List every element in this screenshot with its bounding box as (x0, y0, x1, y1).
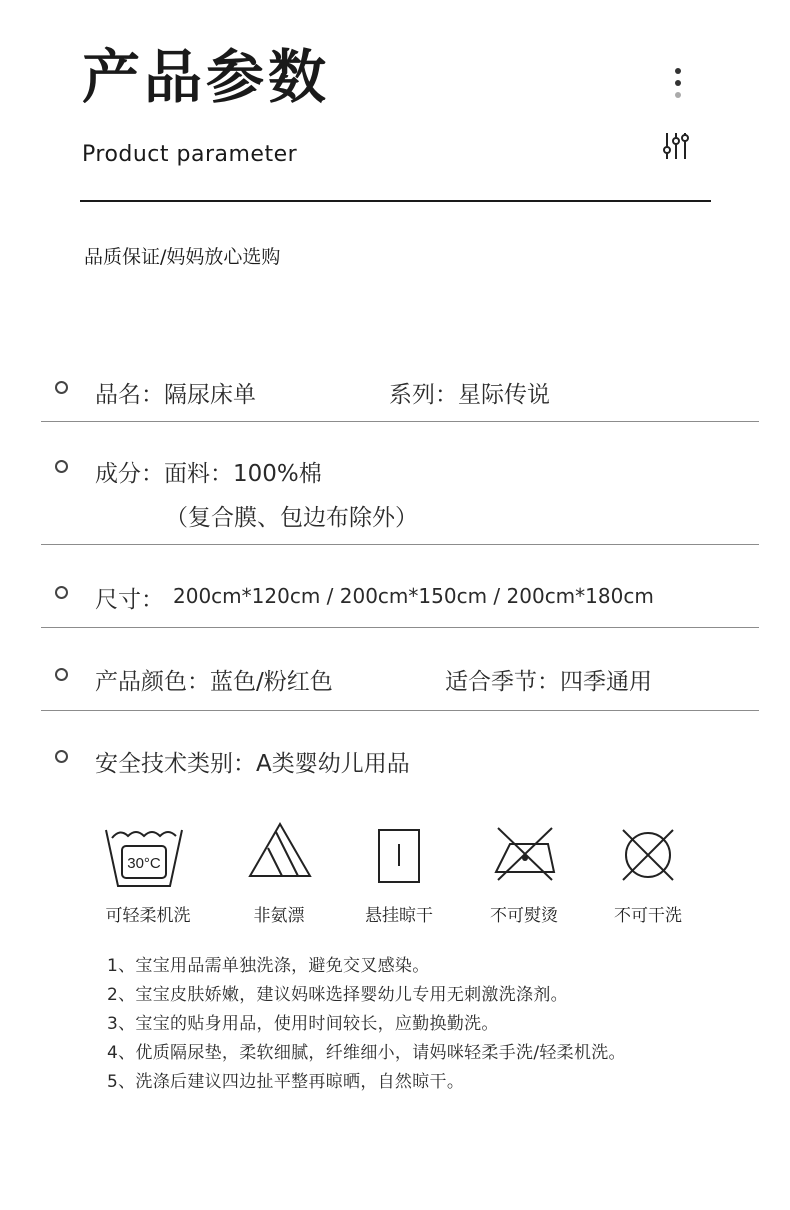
care-label-no-dry-clean: 不可干洗 (614, 906, 682, 926)
composition: 成分：面料：100%棉 (95, 461, 322, 487)
safety-category: 安全技术类别：A类婴幼儿用品 (95, 751, 410, 777)
bullet-icon (55, 750, 68, 763)
row-divider (41, 627, 759, 628)
vertical-dots-icon[interactable] (672, 68, 684, 104)
no-iron-icon (490, 824, 560, 888)
care-label-no-bleach: 非氨漂 (253, 906, 305, 926)
composition-note: （复合膜、包边布除外） (165, 505, 418, 531)
page-subtitle: Product parameter (82, 142, 298, 167)
row-divider (41, 544, 759, 545)
header-divider (80, 200, 711, 202)
wash-tub-30c-icon (104, 826, 184, 894)
bullet-icon (55, 586, 68, 599)
row-divider (41, 421, 759, 422)
page-title: 产品参数 (82, 43, 331, 111)
bullet-icon (55, 668, 68, 681)
product-series: 系列：星际传说 (389, 382, 550, 408)
care-note: 1、宝宝用品需单独洗涤，避免交叉感染。 (107, 956, 430, 976)
row-divider (41, 710, 759, 711)
triangle-no-chlorine-icon (248, 822, 312, 882)
sliders-icon[interactable] (662, 131, 690, 165)
hang-dry-icon (377, 828, 421, 888)
care-note: 4、优质隔尿垫，柔软细腻，纤维细小，请妈咪轻柔手洗/轻柔机洗。 (107, 1043, 626, 1063)
bullet-icon (55, 381, 68, 394)
size-values: 200cm*120cm / 200cm*150cm / 200cm*180cm (173, 584, 654, 608)
care-note: 2、宝宝皮肤娇嫩，建议妈咪选择婴幼儿专用无刺激洗涤剂。 (107, 985, 568, 1005)
size-label: 尺寸： (95, 587, 164, 613)
no-dry-clean-icon (619, 826, 677, 888)
product-color: 产品颜色：蓝色/粉红色 (95, 669, 333, 695)
care-label-hang-dry: 悬挂晾干 (365, 906, 433, 926)
care-label-machine-wash: 可轻柔机洗 (105, 906, 191, 926)
svg-text:30°C: 30°C (127, 855, 161, 872)
product-name: 品名：隔尿床单 (95, 382, 256, 408)
season: 适合季节：四季通用 (445, 669, 652, 695)
care-label-no-iron: 不可熨烫 (490, 906, 558, 926)
care-note: 3、宝宝的贴身用品，使用时间较长，应勤换勤洗。 (107, 1014, 499, 1034)
slogan: 品质保证/妈妈放心选购 (84, 246, 281, 268)
bullet-icon (55, 460, 68, 473)
care-note: 5、洗涤后建议四边扯平整再晾晒，自然晾干。 (107, 1072, 465, 1092)
